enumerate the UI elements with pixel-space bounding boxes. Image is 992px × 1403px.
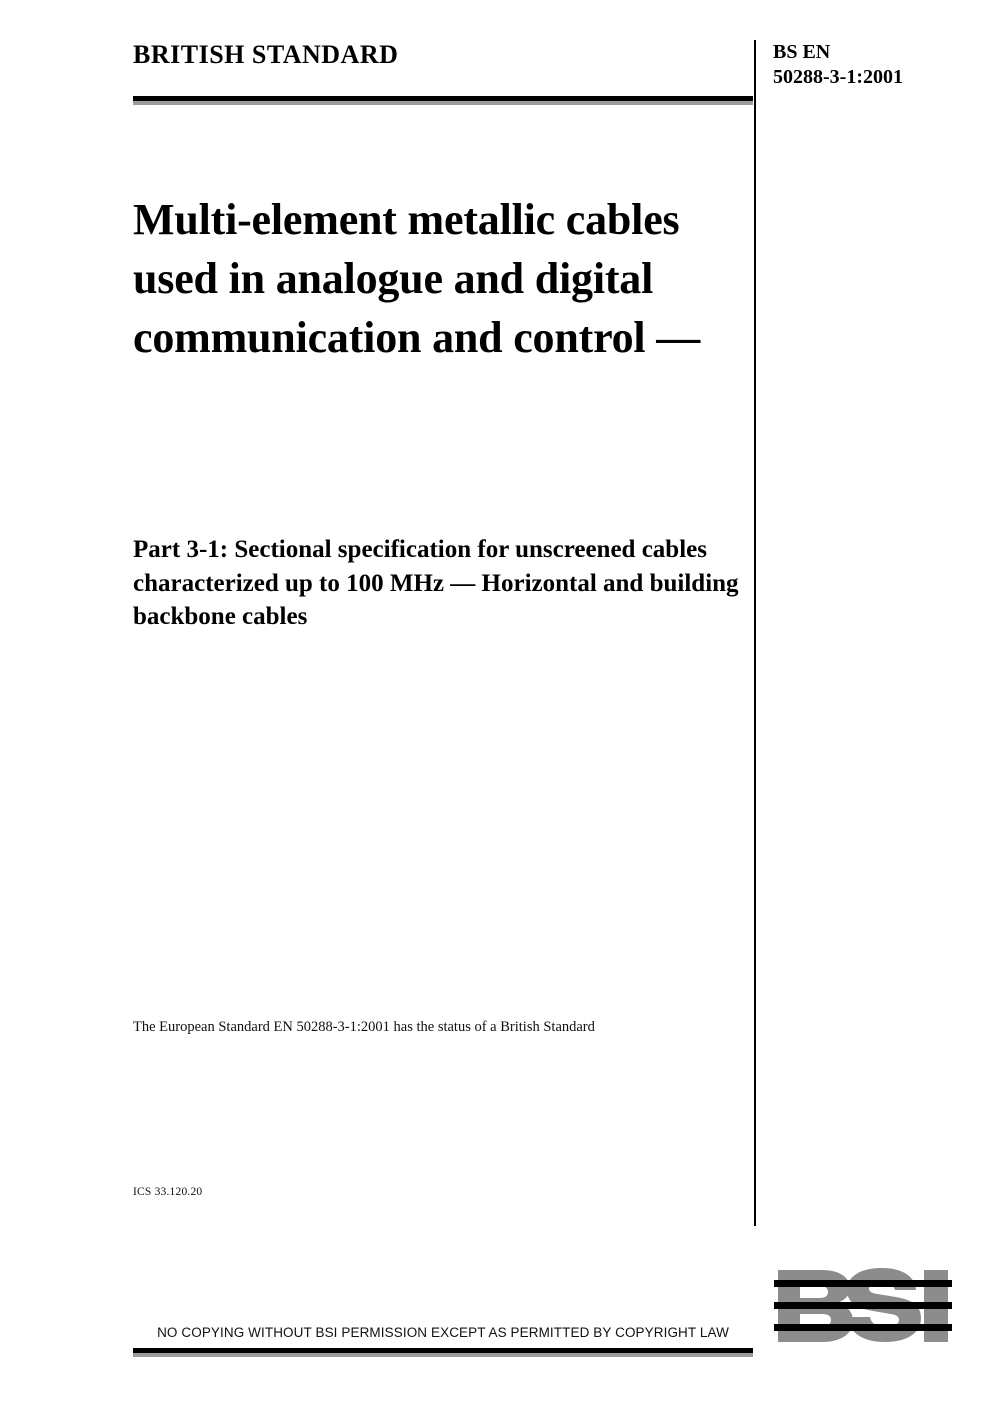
ics-code: ICS 33.120.20 [133, 1186, 203, 1198]
bsi-logo [774, 1266, 952, 1350]
page-subtitle: Part 3-1: Sectional specification for unscreened cables characterized up to 100 MHz — Horizontal and building backbone cables [133, 536, 739, 630]
footer-rule-grey [133, 1353, 753, 1357]
vertical-divider [754, 40, 756, 1226]
copyright-notice: NO COPYING WITHOUT BSI PERMISSION EXCEPT AS PERMITTED BY COPYRIGHT LAW [157, 1325, 729, 1340]
document-reference-line1: BS EN [773, 41, 831, 63]
header-rule-grey [133, 101, 753, 105]
brand-title: BRITISH STANDARD [133, 40, 399, 69]
status-note: The European Standard EN 50288-3-1:2001 has the status of a British Standard [133, 1019, 595, 1035]
document-reference [773, 40, 973, 90]
document-reference-line2: 50288-3-1:2001 [773, 66, 903, 88]
page-header [133, 40, 950, 86]
page-title: Multi-element metallic cables used in analogue and digital communication and control — [133, 195, 701, 362]
